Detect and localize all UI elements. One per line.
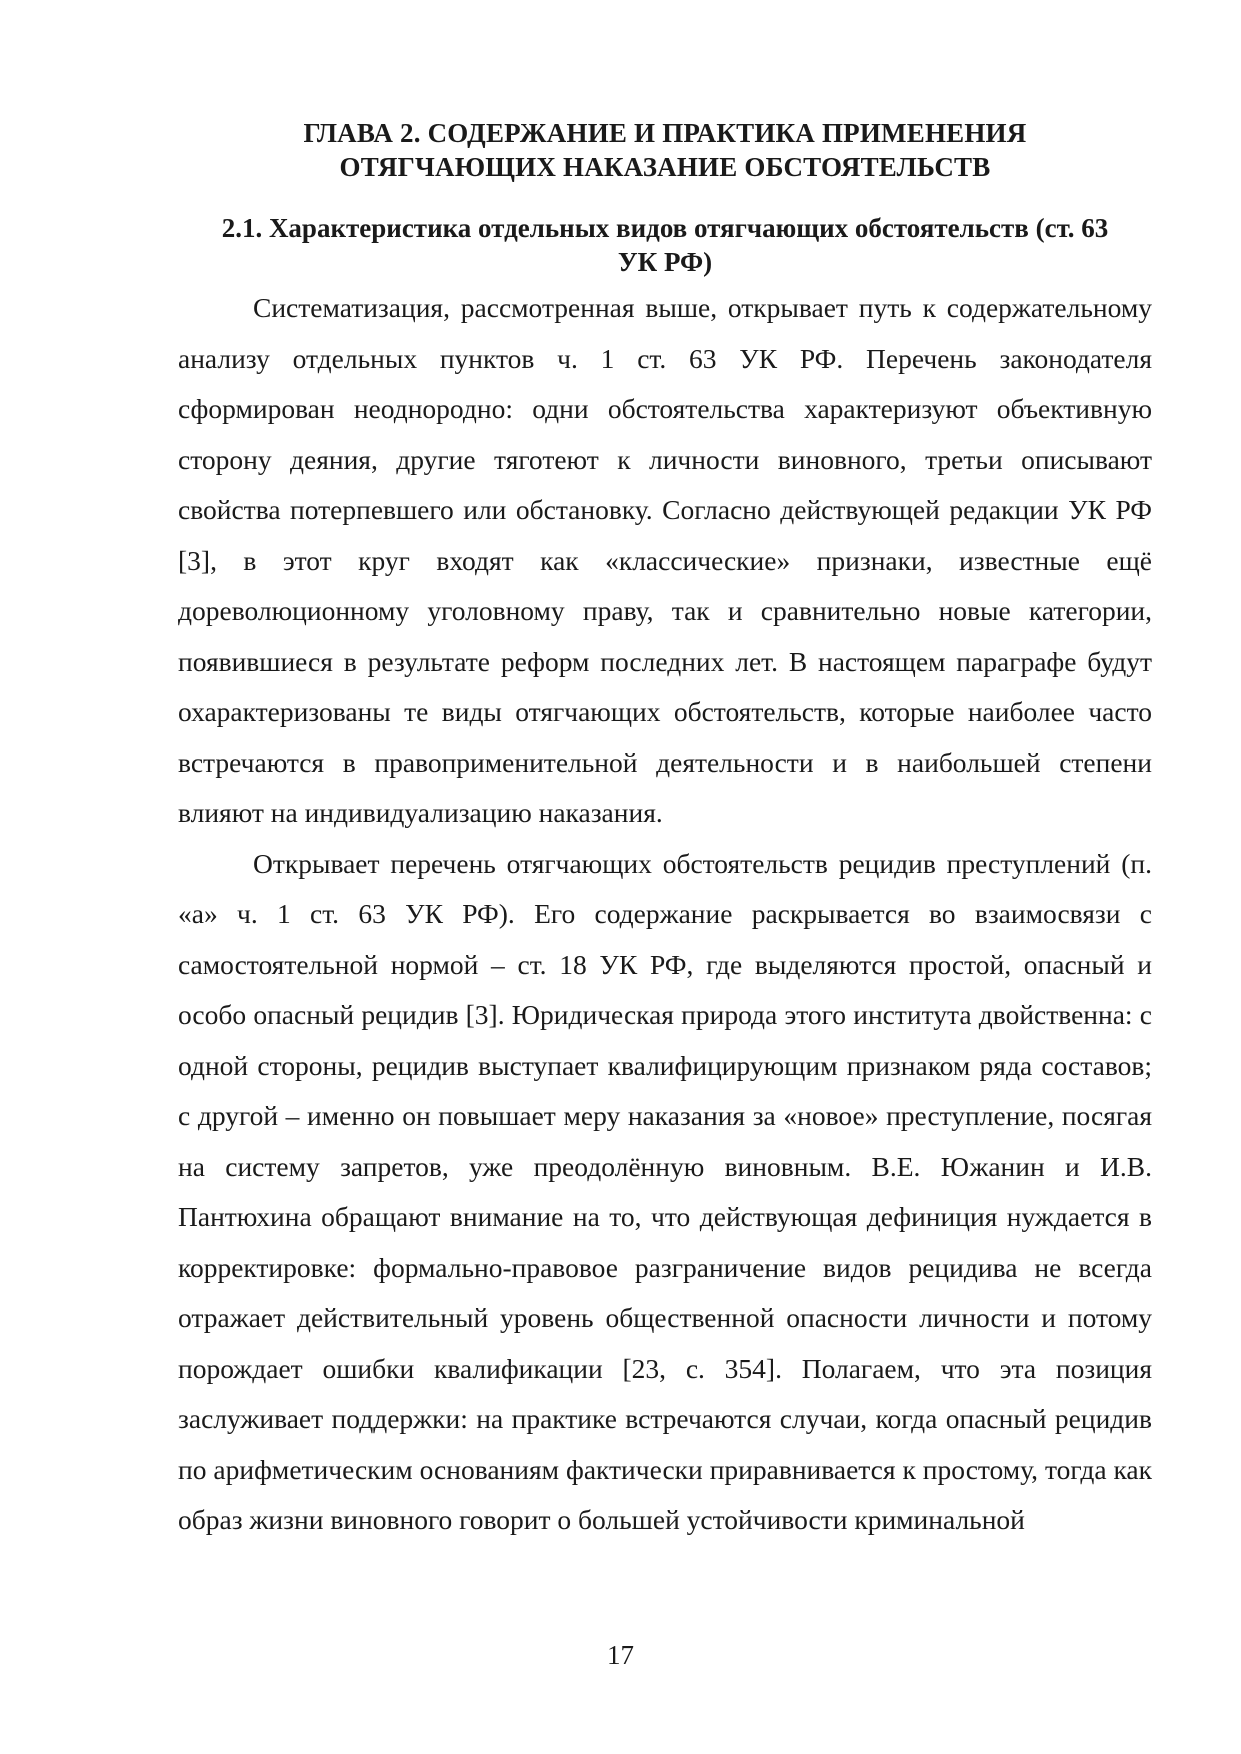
body-text: [178, 283, 1152, 1546]
chapter-title-line-1: ГЛАВА 2. СОДЕРЖАНИЕ И ПРАКТИКА ПРИМЕНЕНИЯ: [303, 118, 1027, 148]
chapter-title-line-2: ОТЯГЧАЮЩИХ НАКАЗАНИЕ ОБСТОЯТЕЛЬСТВ: [339, 152, 991, 182]
chapter-title: [178, 116, 1152, 184]
paragraph-1: Систематизация, рассмотренная выше, открывает путь к содержательному анализу отдельных пунктов ч. 1 ст. 63 УК РФ. Перечень законодателя сформирован неоднородно: одни обстоятельства характеризуют объективную сторону деяния, другие тяготеют к личности виновного, третьи описывают свойства потерпевшего или обстановку. Согласно действующей редакции УК РФ [3], в этот круг входят как «классические» признаки, известные ещё дореволюционному уголовному праву, так и сравнительно новые категории, появившиеся в результате реформ последних лет. В настоящем параграфе будут охарактеризованы те виды отягчающих обстоятельств, которые наиболее часто встречаются в правоприменительной деятельности и в наибольшей степени влияют на индивидуализацию наказания.: [178, 292, 1152, 828]
section-title: [178, 211, 1152, 279]
paragraph-2: Открывает перечень отягчающих обстоятельств рецидив преступлений (п. «а» ч. 1 ст. 63 УК РФ). Его содержание раскрывается во взаимосвязи с самостоятельной нормой – ст. 18 УК РФ, где выделяются простой, опасный и особо опасный рецидив [3]. Юридическая природа этого института двойственна: с одной стороны, рецидив выступает квалифицирующим признаком ряда составов; с другой – именно он повышает меру наказания за «новое» преступление, посягая на систему запретов, уже преодолённую виновным. В.Е. Южанин и И.В. Пантюхина обращают внимание на то, что действующая дефиниция нуждается в корректировке: формально-правовое разграничение видов рецидива не всегда отражает действительный уровень общественной опасности личности и потому порождает ошибки квалификации [23, с. 354]. Полагаем, что эта позиция заслуживает поддержки: на практике встречаются случаи, когда опасный рецидив по арифметическим основаниям фактически приравнивается к простому, тогда как образ жизни виновного говорит о большей устойчивости криминальной: [178, 847, 1152, 1535]
section-title-line-2: УК РФ): [617, 247, 713, 277]
section-title-line-1: 2.1. Характеристика отдельных видов отягчающих обстоятельств (ст. 63: [221, 213, 1109, 243]
page-number: 17: [607, 1640, 634, 1670]
